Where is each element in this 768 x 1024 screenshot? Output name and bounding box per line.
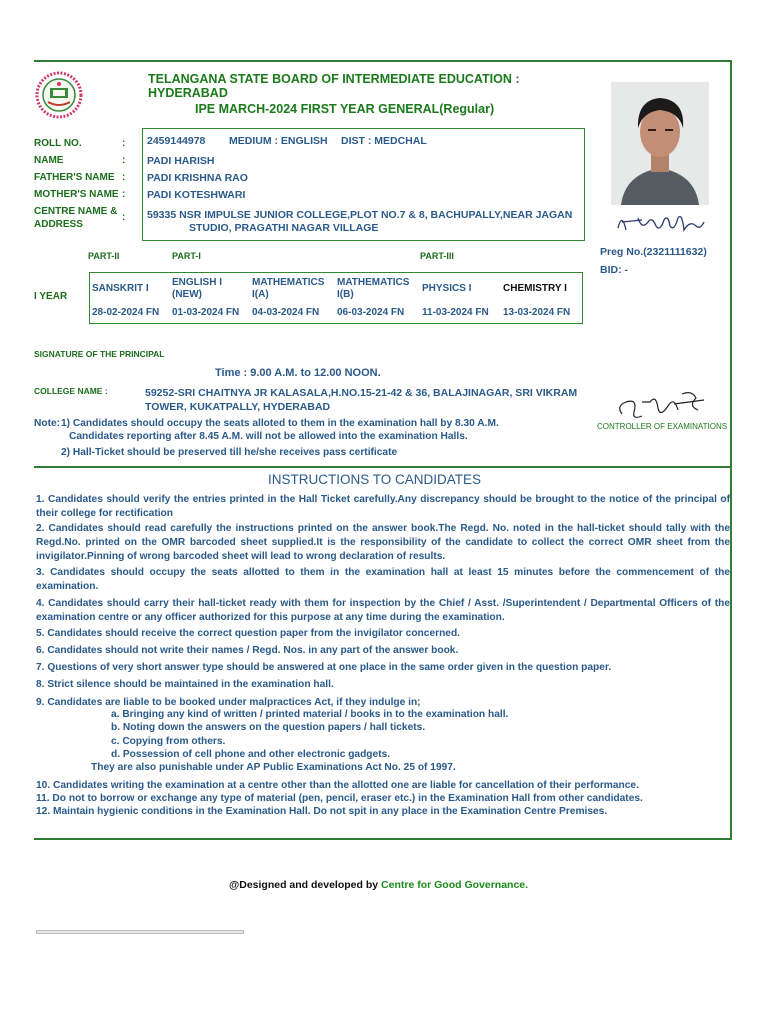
cgg-link[interactable]: Centre for Good Governance. <box>381 879 529 891</box>
board-logo <box>34 68 84 122</box>
exam-title: IPE MARCH-2024 FIRST YEAR GENERAL(Regular) <box>195 102 495 116</box>
part-3-label: PART-III <box>420 251 454 261</box>
exam-date: 13-03-2024 FN <box>503 307 571 318</box>
college-line-2: TOWER, KUKATPALLY, HYDERABAD <box>145 401 331 413</box>
exam-time: Time : 9.00 A.M. to 12.00 NOON. <box>215 367 381 379</box>
college-line-1: 59252-SRI CHAITNYA JR KALASALA,H.NO.15-21-42 & 36, BALAJINAGAR, SRI VIKRAM <box>145 387 578 399</box>
preg-no: Preg No.(2321111632) <box>600 246 707 258</box>
subject-name: MATHEMATICS I(A) <box>252 277 325 300</box>
controller-label: CONTROLLER OF EXAMINATIONS <box>597 422 728 431</box>
roll-no-label: ROLL NO. <box>34 138 82 149</box>
instruction: 7. Questions of very short answer type should be answered at one place in the same order given in the question paper. <box>36 662 612 673</box>
section-divider <box>34 466 732 468</box>
roll-no-value: 2459144978 <box>147 135 206 147</box>
instructions-title: INSTRUCTIONS TO CANDIDATES <box>268 472 482 487</box>
district-value: DIST : MEDCHAL <box>341 135 427 147</box>
colon: : <box>122 172 126 183</box>
instruction-sub: b. Noting down the answers on the question papers / hall tickets. <box>111 722 426 733</box>
college-label: COLLEGE NAME : <box>34 386 108 396</box>
instruction: 1. Candidates should verify the entries printed in the Hall Ticket carefully.Any discrepancy should be brought to the notice of the principal of their college for rectification <box>36 494 730 519</box>
subject-name: CHEMISTRY I <box>503 283 567 294</box>
name-label: NAME <box>34 155 64 166</box>
father-label: FATHER'S NAME <box>34 172 115 183</box>
year-label: I YEAR <box>34 291 68 302</box>
medium-value: MEDIUM : ENGLISH <box>229 135 328 147</box>
exam-date: 06-03-2024 FN <box>337 307 405 318</box>
note-label: Note: <box>34 418 61 429</box>
exam-date: 01-03-2024 FN <box>172 307 240 318</box>
exam-date: 04-03-2024 FN <box>252 307 320 318</box>
colon: : <box>122 155 126 166</box>
note-1-cont: Candidates reporting after 8.45 A.M. will not be allowed into the examination Halls. <box>69 431 468 442</box>
instruction: 2. Candidates should read carefully the instructions printed on the answer book.The Regd. No. noted in the hall-ticket should tally with the Regd.No. printed on the OMR barcoded sheet supplied.It is the responsibility of the candidate to collect the correct OMR sheet from the invigilator.Pinning of wrong barcoded sheet will lead to wrong declaration of results. <box>36 523 730 562</box>
father-value: PADI KRISHNA RAO <box>147 172 248 184</box>
mother-label: MOTHER'S NAME <box>34 189 119 200</box>
candidate-photo <box>611 82 709 205</box>
centre-label-2: ADDRESS <box>34 219 83 230</box>
subject-name: SANSKRIT I <box>92 283 149 294</box>
exam-date: 28-02-2024 FN <box>92 307 160 318</box>
subject-name: PHYSICS I <box>422 283 472 294</box>
bid: BID: - <box>600 264 628 276</box>
footer-designed-text: @Designed and developed by <box>229 879 382 891</box>
footer-credit <box>229 879 528 891</box>
instruction-sub: d. Possession of cell phone and other electronic gadgets. <box>111 749 391 760</box>
instruction: 8. Strict silence should be maintained in the examination hall. <box>36 679 334 690</box>
horizontal-scrollbar[interactable] <box>36 930 244 934</box>
instruction: 11. Do not to borrow or exchange any type of material (pen, pencil, eraser etc.) in the Examination Hall from other candidates. <box>36 793 643 804</box>
subject-name: ENGLISH I (NEW) <box>172 277 223 300</box>
part-1-label: PART-I <box>172 251 201 261</box>
subject-name: MATHEMATICS I(B) <box>337 277 410 300</box>
mother-value: PADI KOTESHWARI <box>147 189 246 201</box>
instruction-sub: c. Copying from others. <box>111 736 226 747</box>
instruction: 10. Candidates writing the examination at a centre other than the allotted one are liable for cancellation of their performance. <box>36 780 639 791</box>
controller-signature <box>612 388 712 422</box>
note-2: 2) Hall-Ticket should be preserved till he/she receives pass certificate <box>61 447 398 458</box>
candidate-signature <box>612 208 708 238</box>
instruction-sub: They are also punishable under AP Public Examinations Act No. 25 of 1997. <box>91 762 456 773</box>
centre-line-1: 59335 NSR IMPULSE JUNIOR COLLEGE,PLOT NO.7 & 8, BACHUPALLY,NEAR JAGAN <box>147 209 573 221</box>
principal-signature-label: SIGNATURE OF THE PRINCIPAL <box>34 349 165 359</box>
colon: : <box>122 138 126 149</box>
instruction: 4. Candidates should carry their hall-ticket ready with them for inspection by the Chief / Asst. /Superintendent / Departmental Officers of the examination centre or any officer authorized for this purpose at any time during the examination. <box>36 598 730 623</box>
colon: : <box>122 189 126 200</box>
centre-label: CENTRE NAME & <box>34 206 118 217</box>
exam-date: 11-03-2024 FN <box>422 307 489 318</box>
name-value: PADI HARISH <box>147 155 215 167</box>
colon: : <box>122 212 126 223</box>
note-1: 1) Candidates should occupy the seats alloted to them in the examination hall by 8.30 A.M. <box>61 418 499 429</box>
instruction: 9. Candidates are liable to be booked under malpractices Act, if they indulge in; <box>36 697 421 708</box>
centre-line-2: STUDIO, PRAGATHI NAGAR VILLAGE <box>189 222 379 234</box>
board-title: TELANGANA STATE BOARD OF INTERMEDIATE EDUCATION : HYDERABAD <box>148 72 520 100</box>
instruction: 5. Candidates should receive the correct question paper from the invigilator concerned. <box>36 628 461 639</box>
instruction: 6. Candidates should not write their names / Regd. Nos. in any part of the answer book. <box>36 645 459 656</box>
part-2-label: PART-II <box>88 251 120 261</box>
instruction: 3. Candidates should occupy the seats allotted to them in the examination hall at least 15 minutes before the commencement of the examination. <box>36 567 730 592</box>
instruction-sub: a. Bringing any kind of written / printed material / books in to the examination hall. <box>111 709 509 720</box>
instruction: 12. Maintain hygienic conditions in the Examination Hall. Do not spit in any place in the Examination Centre Premises. <box>36 806 608 817</box>
